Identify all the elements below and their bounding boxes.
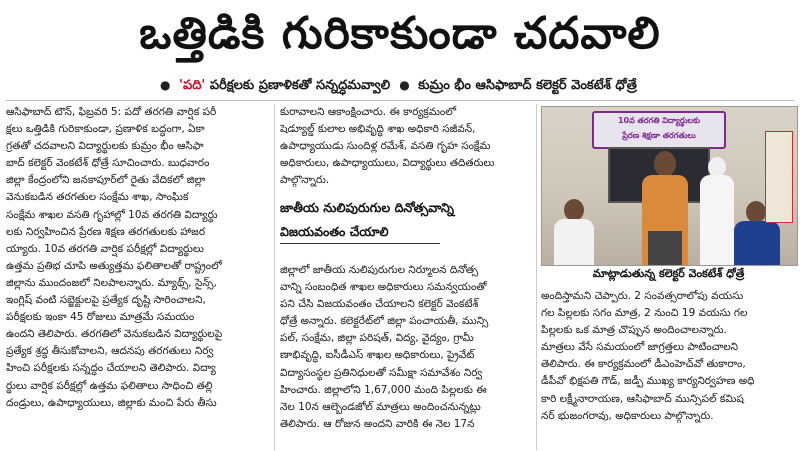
article-line: అందిస్తామని చెప్పారు. 2 సంవత్సరాలోపు వయసు <box>541 290 744 302</box>
article-line: పిల్లలకు ఒక మాత్ర చొప్పున అందించాలన్నారు. <box>541 324 727 337</box>
article-line: జిల్లాను ముందంజలో నిలపాలన్నారు. మ్యాథ్స్, సైన్స్, <box>6 276 217 289</box>
header-rule <box>6 100 794 101</box>
article-line: సంక్షేమ శాఖల వసతి గృహాల్లో 10వ తరగతి విద్యార్థు <box>6 208 218 221</box>
section-subhead-2: విజయవంతం చేయాలి <box>280 224 389 239</box>
column-divider <box>274 104 275 450</box>
article-line: వెనుకబడిన తరగతుల సంక్షేమ శాఖ, సాంఘిక <box>6 191 189 204</box>
article-line: డీపీవో భిక్షపతి గౌడ్, జడ్పీ ముఖ్య కార్యనిర్వహణ అధి <box>541 375 755 388</box>
article-line: విద్యాసంస్థల ప్రతినిధులతో సమీక్షా సమావేశం నిర్వ <box>280 366 483 379</box>
article-column-1 <box>6 104 271 449</box>
article-line: ధోత్రే అన్నారు. కలెక్టరేట్‌లో జిల్లా పంచాయతీ, మున్సి <box>280 315 489 328</box>
subheadline <box>160 74 796 96</box>
article-line: య్యారు. 10వ తరగతి వార్షిక పరీక్షల్లో విద్యార్థులు <box>6 242 204 255</box>
article-line: పాల్గొన్నారు. <box>280 174 330 187</box>
column-divider <box>536 104 537 450</box>
bullet-icon: ● <box>160 78 171 92</box>
article-line: హించి పరీక్షలకు సన్నద్ధం చేయాలని తెలిపారు. విద్యా <box>6 362 216 375</box>
article-line: గ్రతతో చదవాలని విద్యార్థులకు కుమ్రం భీం ఆసిఫా <box>6 140 204 153</box>
article-line: క్షలు ఒత్తిడికి గురికాకుండా, ప్రణాళిక బద్ధంగా, ఏకా <box>6 123 205 136</box>
bullet-icon: ● <box>399 78 410 92</box>
article-line: అధికారులు, ఉపాధ్యాయులు, విద్యార్థులు తదితరులు <box>280 157 495 170</box>
article-line: గల పిల్లలకు సగం మాత్ర, 2 నుంచి 19 వయసు గల <box>541 307 748 320</box>
article-line: ఇంగ్లిష్ వంటి సబ్జెక్టులపై ప్రత్యేక దృష్టి సారించాలని, <box>6 294 206 307</box>
headline: ఒత్తిడికి గురికాకుండా చదవాలి <box>139 8 661 59</box>
article-line: పని చేసి విజయవంతం చేయాలని కలెక్టర్ వెంకటేశ్ <box>280 298 479 311</box>
photo-poster <box>765 131 793 223</box>
article-line: నెల 10న ఆల్బెండజోల్ మాత్రలు అందించనున్నట్లు <box>280 400 481 413</box>
article-line: ఉత్తమ ప్రతిభ చూపి అత్యుత్తమ ఫలితాలతో రాష్ట్రంలో <box>6 259 222 272</box>
article-line: జిల్లాలో జాతీయ నులిపురుగుల నిర్మూలన దినోత్స <box>280 264 479 276</box>
article-line: ఆసిఫాబాద్ టౌన్, ఫిబ్రవరి 5: పదో తరగతి వార్షిక పరీ <box>6 106 217 118</box>
article-line: వాన్ని సంబంధిత శాఖల అధికారులు సమన్వయంతో <box>280 281 487 294</box>
article-line: నర్ భుజంగరావు, అధికారులు పాల్గొన్నారు. <box>541 409 714 422</box>
article-line: కురావాలని ఆకాంక్షించారు. ఈ కార్యక్రమంలో <box>280 106 457 118</box>
article-line: పరీక్షలకు ఇంకా 45 రోజులు మాత్రమే సమయం <box>6 311 195 324</box>
photo-caption: మాట్లాడుతున్న కలెక్టర్ వెంకటేశ్ ధోత్రే <box>592 267 745 280</box>
subhead-underline <box>280 243 440 244</box>
subheadline-part2: కుమ్రం భీం ఆసిఫాబాద్ కలెక్టర్ వెంకటేశ్ ధోత్రే <box>418 78 637 93</box>
photo-banner: 10వ తరగతి విద్యార్థులకు ప్రేరణ శిక్షణా తరగతులు <box>592 111 726 149</box>
article-line: ప్రత్యేక శ్రద్ధ తీసుకోవాలని, ఆదనపు తరగతులు నిర్వ <box>6 345 214 358</box>
article-line: బాద్ కలెక్టర్ వెంకటేశ్ ధోత్రే సూచించారు. బుధవారం <box>6 157 210 170</box>
article-line: దండ్రులు, ఉపాధ్యాయులు, జిల్లాకు మంచి పేరు తీసు <box>6 396 217 409</box>
article-line: పల్, సంక్షేమ, జిల్లా పరిషత్, విద్య, వైద్యం, గ్రామీ <box>280 332 474 345</box>
article-column-2-bottom <box>280 262 532 450</box>
article-column-3 <box>541 288 796 450</box>
article-line: లకు నిర్వహించిన ప్రేరణ శిక్షణ తరగతులకు హాజర <box>6 225 206 238</box>
event-photo <box>541 106 798 266</box>
article-line: తెలిపారు. ఆ రోజున అందని వారికి ఈ నెల 17న <box>280 417 475 430</box>
article-line: ఉందని తెలిపారు. తరగతిలో వెనుకబడిన విద్యార్థులపై <box>6 328 223 341</box>
article-line: షెడ్యూల్డ్ కులాల అభివృద్ధి శాఖ అధికారి సజీవన్, <box>280 123 476 136</box>
subheadline-quote: 'పది' <box>179 78 206 93</box>
article-line: కారి లక్ష్మీనారాయణ, ఆసిఫాబాద్ మున్సిపల్ కమిష <box>541 392 744 405</box>
article-line: మాత్రలు వేసే సమయంలో జాగ్రత్తలు పాటించాలని <box>541 341 739 354</box>
article-line: ర్థులు వార్షిక పరీక్షల్లో ఉత్తమ ఫలితాలు సాధించి తల్లి <box>6 379 213 392</box>
article-line: ఉపాధ్యాయుడు సుందిళ్ల రమేశ్, వసతి గృహ సంక్షేమ <box>280 140 491 153</box>
subheadline-part1: పరీక్షలకు ప్రణాళికతో సన్నద్ధమవ్వాలి <box>205 78 391 93</box>
article-line: తెలిపారు. ఈ కార్యక్రమంలో డీఎంహెచ్‌వో తుకారాం, <box>541 358 746 371</box>
article-line: ణాభివృద్ధి, ఐసీడీఎస్ శాఖల అధికారులు, ప్రైవేట్ <box>280 349 475 362</box>
section-subhead-1: జాతీయ నులిపురుగుల దినోత్సవాన్ని <box>280 200 454 215</box>
article-line: జిల్లా కేంద్రంలోని జనకాపూర్‌లో రైతు వేదికలో జిల్లా <box>6 174 206 187</box>
article-line: హించారు. జిల్లాలోని 1,67,000 మంది పిల్లలకు ఈ <box>280 383 487 396</box>
article-column-2-top <box>280 104 532 194</box>
